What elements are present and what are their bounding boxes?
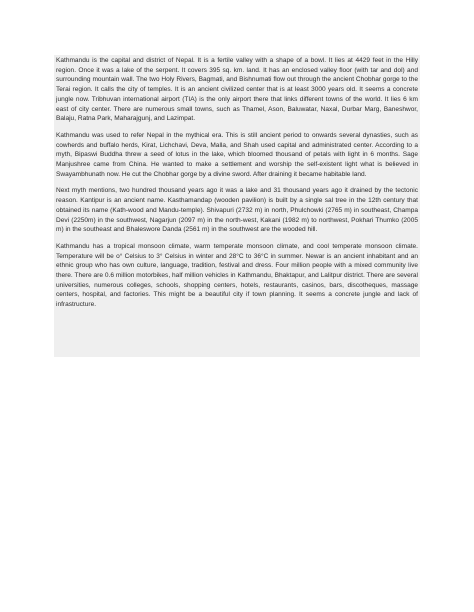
paragraph-overview: Kathmandu is the capital and district of Nepal. It is a fertile valley with a shape of a bowl. It lies at 4429 feet in the Hilly region. Once it was a lake of the serpent. It covers 395 sq. km. land. It has an enclosed valley floor (with tar and dol) and surrounding mountain wall. The two Holy Rivers, Bagmati, and Bishnumati flow out through the ancient Chobhar gorge to the Terai region. It calls the city of temples. It is an ancient civilized center that is at least 3000 years old. It seems a concrete jungle now. Tribhuvan international airport (TIA) is the only airport there that links different towns of the world. It lies 6 km east of city center. There are numerous small towns, such as Thamel, Ason, Baluwatar, Naxal, Durbar Marg, Baneshwor, Balaju, Ratna Park, Maharajgunj, and Lazimpat. xyxy=(56,57,418,123)
paragraph-geography: Next myth mentions, two hundred thousand years ago it was a lake and 31 thousand years ago it drained by the tectonic reason. Kantipur is an ancient name. Kasthamandap (wooden pavilion) is built by a single sal tree in the 12th century that obtained its name (Kath-wood and Mandu-temple). Shivapuri (2732 m) in north, Phulchowki (2765 m) in southeast, Champa Devi (2250m) in the southwest, Nagarjun (2097 m) in the north-west, Kakani (1982 m) to northwest, Pokhari Thumko (2005 m) in the southeast and Bhaleswore Danda (2561 m) in the southwest are the wooded hill. xyxy=(56,187,418,234)
paragraph-climate-people: Kathmandu has a tropical monsoon climate, warm temperate monsoon climate, and cool temperate monsoon climate. Temperature will be o° Celsius to 3° Celsius in winter and 28°C to 36°C in summer. Newar is an ancient inhabitant and an ethnic group who has own culture, language, tradition, festival and dress. Four million people with a mixed community live there. There are 0.6 million motorbikes, half million vehicles in Kathmandu, Bhaktapur, and Lalitpur district. There are several universities, numerous colleges, schools, shopping centers, hotels, restaurants, casinos, bars, discotheques, massage centers, hospital, and factories. This might be a beautiful city if town planning. It seems a concrete jungle and lack of infrastructure. xyxy=(56,242,418,309)
paragraph-mythical-history: Kathmandu was used to refer Nepal in the mythical era. This is still ancient period to onwards several dynasties, such as cowherds and buffalo herds, Kirat, Lichchavi, Deva, Malla, and Shah used capital and administrated center. According to a myth, Bipaswi Buddha threw a seed of lotus in the lake, which bloomed thousand of petals with light in 6 months. Sage Manjushree came from China. He wanted to make a settlement and worship the self-existent light what is believed in Swayambhunath now. He cut the Chobhar gorge by a divine sword. After draining it became habitable land. xyxy=(56,131,418,178)
document-text-panel xyxy=(54,55,420,357)
